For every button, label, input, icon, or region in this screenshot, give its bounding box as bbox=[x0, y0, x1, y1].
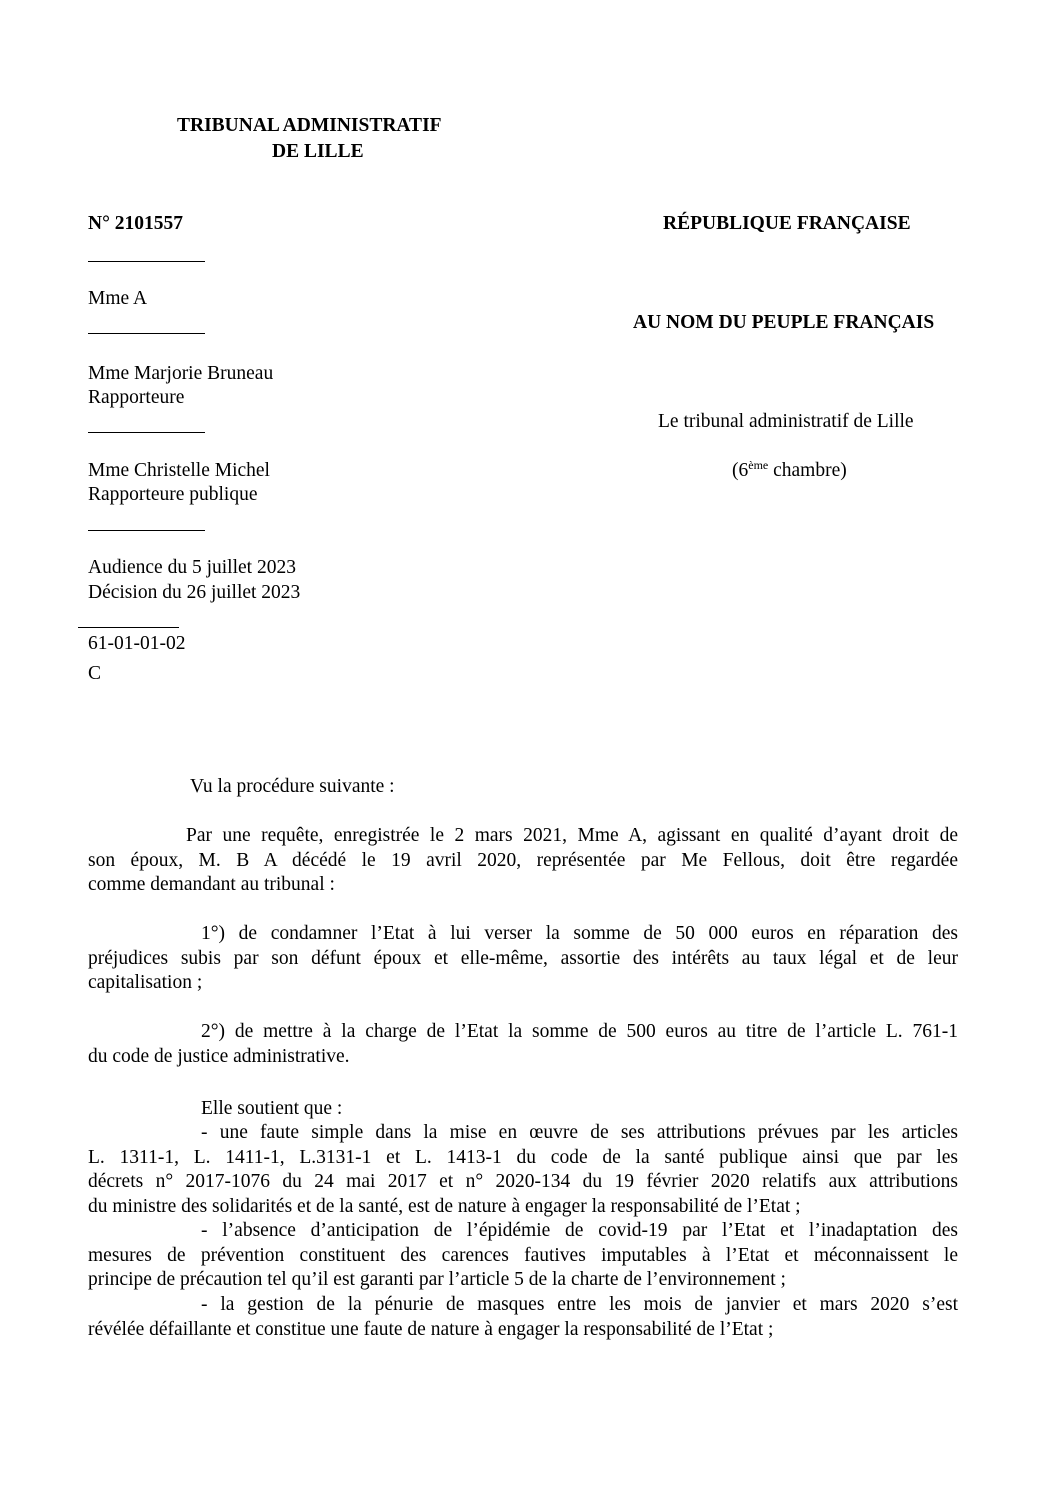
paragraph-line: du ministre des solidarités et de la santé, est de nature à engager la responsabilité de l’Etat ; bbox=[88, 1195, 801, 1217]
request-paragraph bbox=[88, 824, 958, 898]
paragraph-line: capitalisation ; bbox=[88, 972, 203, 993]
chamber-line bbox=[732, 459, 847, 483]
paragraph-line: mesures de prévention constituent des carences fautives imputables à l’Etat et méconnaissent le bbox=[88, 1244, 958, 1266]
republic-heading: RÉPUBLIQUE FRANÇAISE bbox=[663, 213, 911, 234]
classification-code: 61-01-01-02 bbox=[88, 633, 186, 654]
chamber-superscript: ème bbox=[748, 458, 769, 472]
claim-2-paragraph bbox=[88, 1020, 958, 1069]
paragraph-line: son époux, M. B A décédé le 19 avril 2020, représentée par Me Fellous, doit être regardée bbox=[88, 849, 958, 871]
chamber-suffix: chambre) bbox=[768, 460, 847, 481]
hearing-date: Audience du 5 juillet 2023 bbox=[88, 557, 296, 578]
decision-date: Décision du 26 juillet 2023 bbox=[88, 582, 301, 603]
paragraph-line: décrets n° 2017-1076 du 24 mai 2017 et n° 2020-134 du 19 février 2020 relatifs aux attributions bbox=[88, 1171, 958, 1192]
court-name-line2: DE LILLE bbox=[272, 141, 364, 162]
paragraph-line: du code de justice administrative. bbox=[88, 1045, 350, 1067]
paragraph-line: principe de précaution tel qu’il est garanti par l’article 5 de la charte de l’environnement ; bbox=[88, 1269, 786, 1290]
paragraph-line: - la gestion de la pénurie de masques entre les mois de janvier et mars 2020 s’est bbox=[201, 1294, 958, 1315]
paragraph-line: préjudices subis par son défunt époux et elle-même, assortie des intérêts au taux légal et de leur bbox=[88, 947, 958, 969]
case-number: N° 2101557 bbox=[88, 213, 184, 234]
paragraph-line: Par une requête, enregistrée le 2 mars 2021, Mme A, agissant en qualité d’ayant droit de bbox=[186, 825, 958, 846]
claim-1-paragraph bbox=[88, 922, 958, 996]
rapporteur-name: Mme Marjorie Bruneau bbox=[88, 363, 274, 384]
party-name: Mme A bbox=[88, 288, 148, 309]
paragraph-line: comme demandant au tribunal : bbox=[88, 874, 335, 895]
paragraph-line: 1°) de condamner l’Etat à lui verser la somme de 50 000 euros en réparation des bbox=[201, 923, 958, 944]
argument-intro: Elle soutient que : bbox=[201, 1098, 343, 1119]
rapporteur-role: Rapporteure bbox=[88, 387, 185, 408]
court-name-line1: TRIBUNAL ADMINISTRATIF bbox=[177, 115, 442, 136]
paragraph-line: 2°) de mettre à la charge de l’Etat la somme de 500 euros au titre de l’article L. 761-1 bbox=[201, 1021, 958, 1042]
separator-rule bbox=[78, 627, 179, 628]
paragraph-line: - l’absence d’anticipation de l’épidémie de covid-19 par l’Etat et l’inadaptation des bbox=[201, 1220, 958, 1241]
argument-1-paragraph bbox=[88, 1121, 958, 1219]
public-rapporteur-name: Mme Christelle Michel bbox=[88, 460, 270, 481]
procedure-intro: Vu la procédure suivante : bbox=[190, 776, 395, 797]
paragraph-line: - une faute simple dans la mise en œuvre de ses attributions prévues par les articles bbox=[201, 1122, 958, 1143]
paragraph-line: révélée défaillante et constitue une faute de nature à engager la responsabilité de l’Etat ; bbox=[88, 1318, 774, 1340]
publication-code: C bbox=[88, 663, 102, 684]
tribunal-line: Le tribunal administratif de Lille bbox=[658, 411, 914, 432]
public-rapporteur-role: Rapporteure publique bbox=[88, 484, 258, 505]
argument-2-paragraph bbox=[88, 1219, 958, 1293]
paragraph-line: L. 1311-1, L. 1411-1, L.3131-1 et L. 1413-1 du code de la santé publique ainsi que par les bbox=[88, 1146, 958, 1168]
in-name-of-people-heading: AU NOM DU PEUPLE FRANÇAIS bbox=[633, 312, 935, 333]
separator-rule bbox=[88, 261, 205, 262]
argument-3-paragraph bbox=[88, 1293, 958, 1342]
chamber-prefix: (6 bbox=[732, 460, 749, 481]
separator-rule bbox=[88, 333, 205, 334]
separator-rule bbox=[88, 530, 205, 531]
separator-rule bbox=[88, 432, 205, 433]
